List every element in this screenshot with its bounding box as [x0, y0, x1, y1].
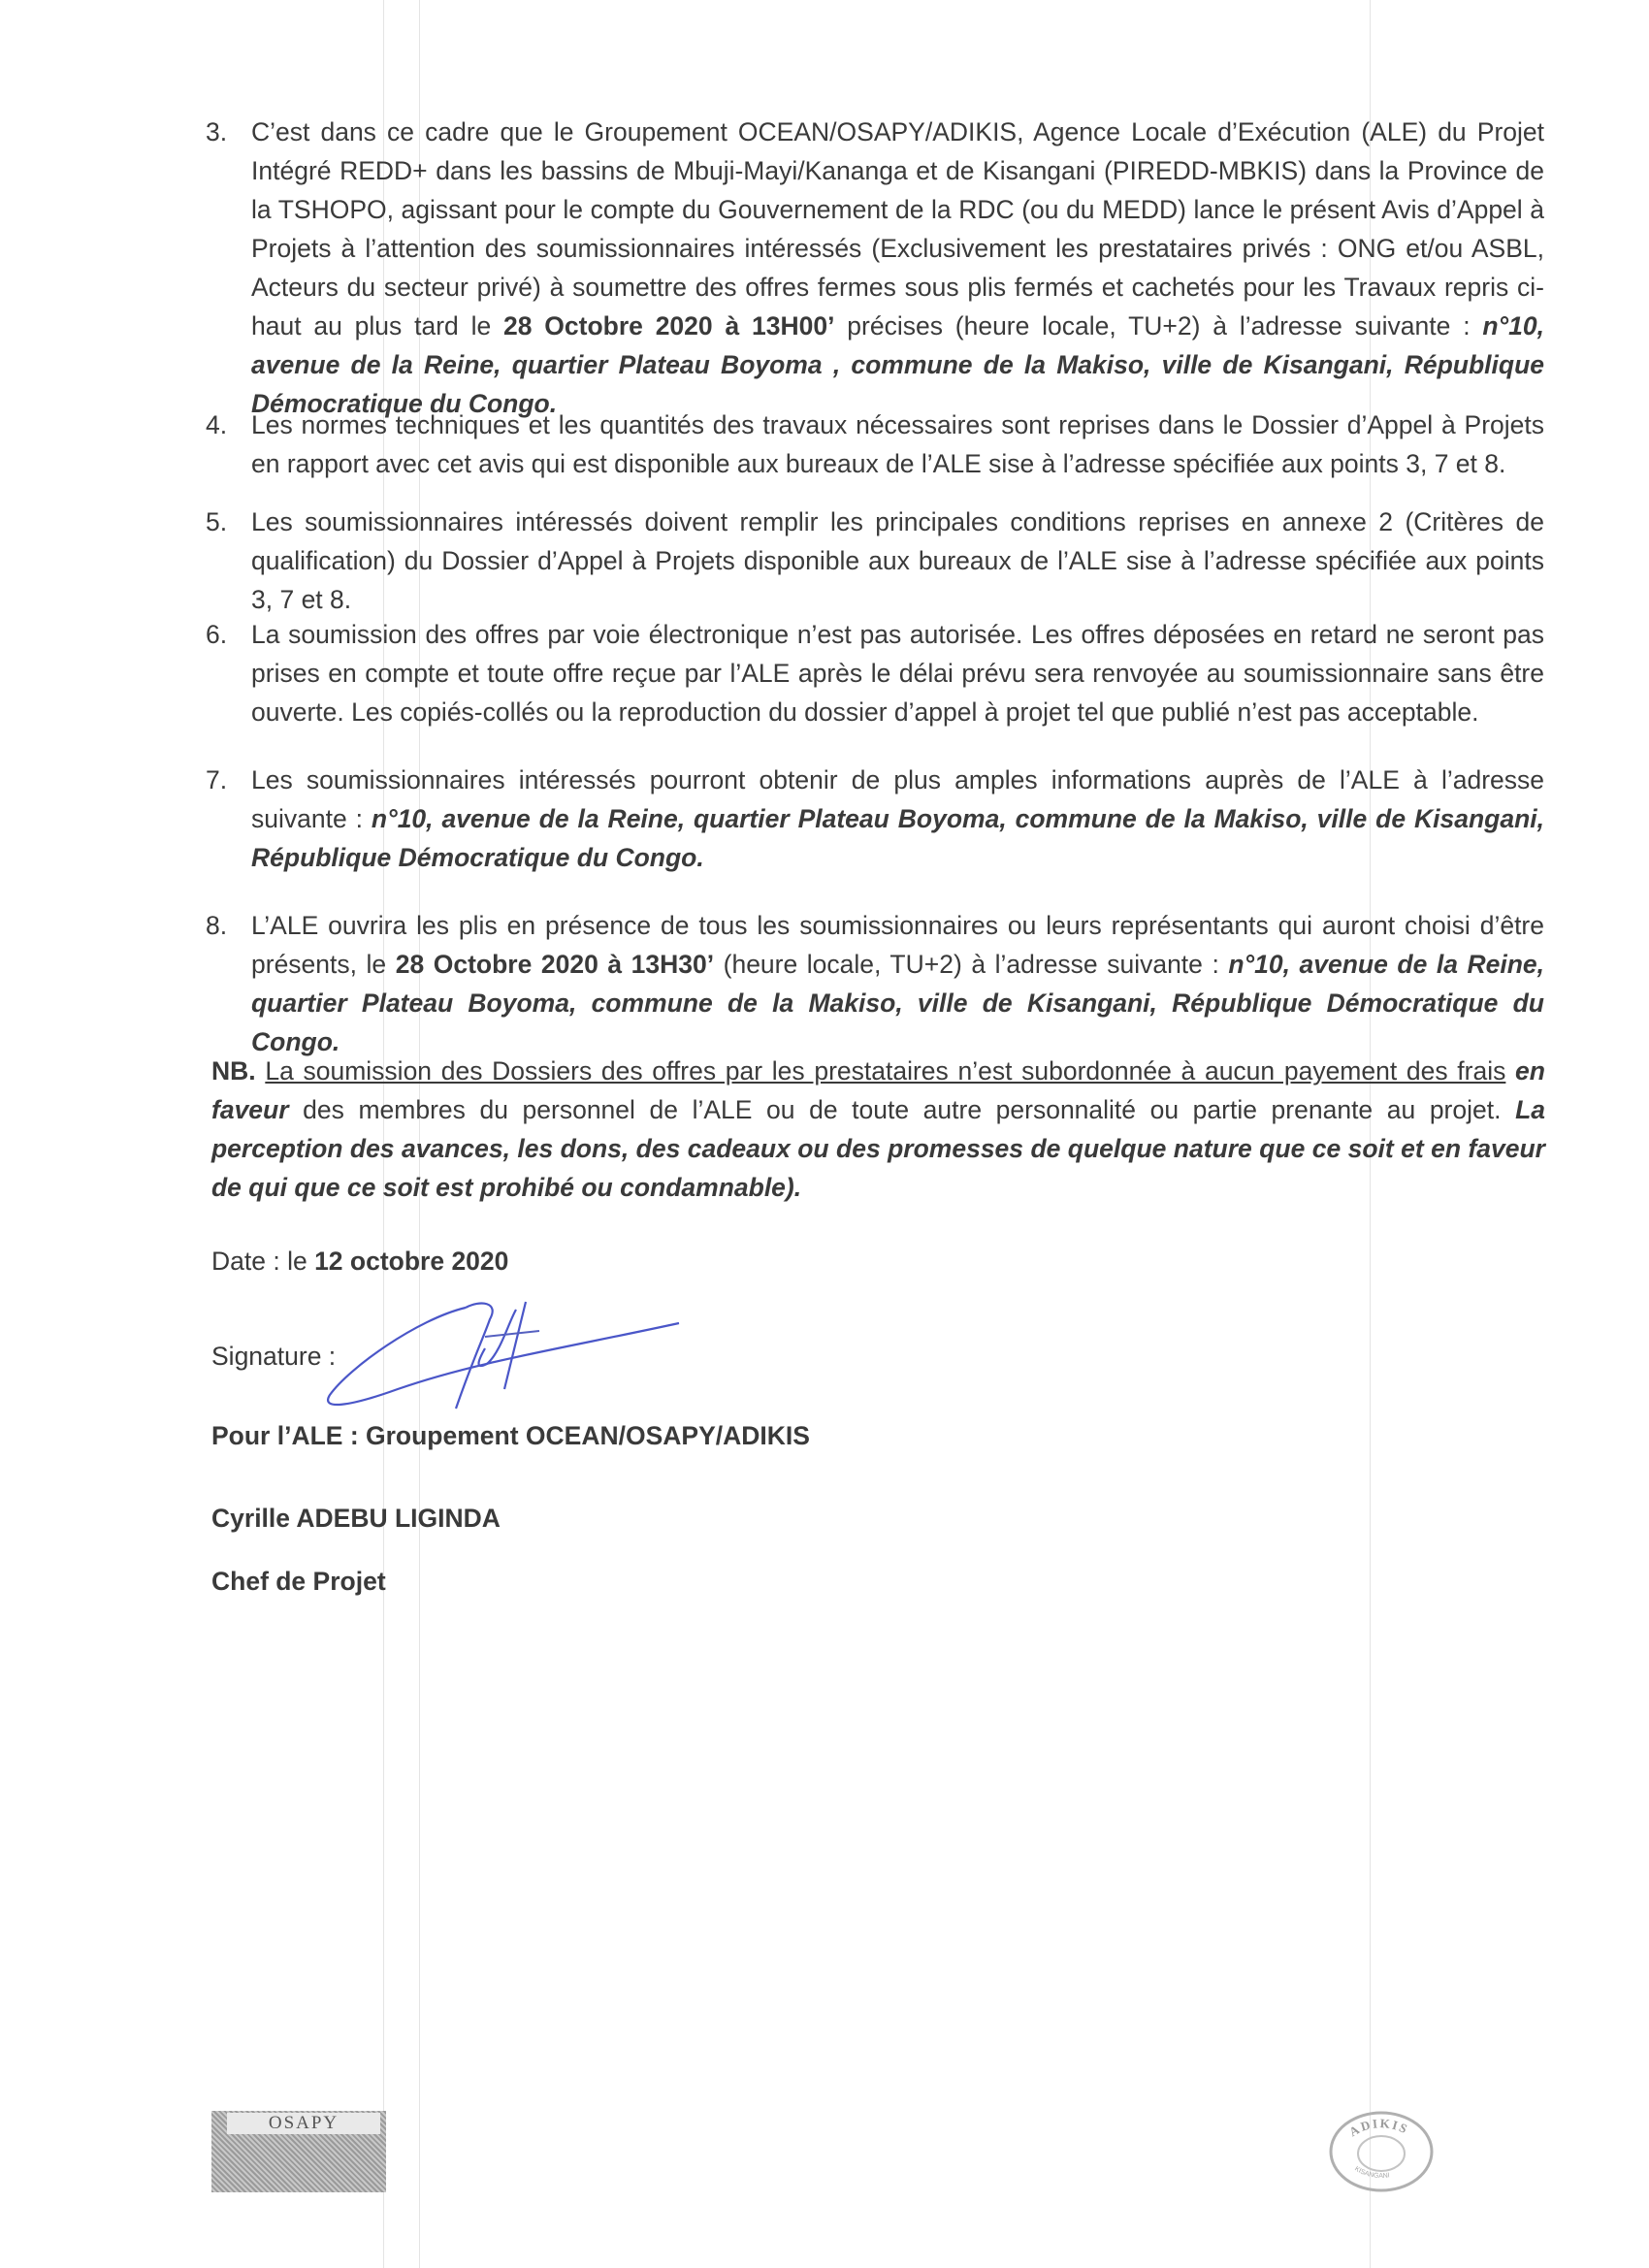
paragraph-4 — [206, 405, 1544, 483]
handwritten-signature — [310, 1280, 698, 1416]
paragraph-text: Les soumissionnaires intéressés doivent remplir les principales conditions reprises en annexe 2 (Critères de qualification) du Dossier d’Appel à Projets disponible aux bureaux de l’ALE sise à l’adresse spécifiée aux points 3, 7 et 8. — [251, 507, 1544, 614]
osapy-logo — [211, 2111, 386, 2192]
paragraph-body — [251, 502, 1544, 619]
nb-italic-text: La perception des avances, les dons, des cadeaux ou des promesses de quelque nature que ce soit et en faveur de qui que ce soit est prohibé ou condamnable). — [211, 1095, 1545, 1202]
paragraph-number: 6. — [206, 620, 228, 649]
paragraph-number: 8. — [206, 911, 228, 940]
nb-underlined-text: La soumission des Dossiers des offres par les prestataires n’est subordonnée à aucun payement des frais — [265, 1056, 1506, 1085]
nb-notice — [211, 1052, 1545, 1207]
date-value: 12 octobre 2020 — [314, 1247, 509, 1276]
nb-label: NB. — [211, 1056, 266, 1085]
paragraph-8 — [206, 906, 1544, 1061]
address-text: n°10, avenue de la Reine, quartier Plateau Boyoma, commune de la Makiso, ville de Kisangani, République Démocratique du Congo. — [251, 950, 1545, 1056]
svg-text:KISANGANI — [1353, 2165, 1390, 2180]
deadline-text: 28 Octobre 2020 à 13H30’ — [395, 950, 715, 979]
paragraph-number: 7. — [206, 765, 228, 794]
paragraph-text: La soumission des offres par voie électronique n’est pas autorisée. Les offres déposées en retard ne seront pas prises en compte et toute offre reçue par l’ALE après le délai prévu sera renvoyée au soumissionnaire sans être ouverte. Les copiés-collés ou la reproduction du dossier d’appel à projet tel que publié n’est pas acceptable. — [251, 620, 1544, 727]
paragraph-body — [251, 113, 1544, 423]
paragraph-body — [251, 906, 1544, 1061]
paragraph-text: (heure locale, TU+2) à l’adresse suivante : — [714, 950, 1229, 979]
paragraph-body — [251, 761, 1544, 877]
date-label: Date : le — [211, 1247, 315, 1276]
address-text: n°10, avenue de la Reine, quartier Plateau Boyoma , commune de la Makiso, ville de Kisangani, République Démocratique du Congo. — [251, 311, 1544, 418]
paragraph-text: précises (heure locale, TU+2) à l’adresse suivante : — [834, 311, 1483, 340]
signature-label: Signature : — [211, 1342, 337, 1371]
paragraph-number: 3. — [206, 117, 228, 146]
stamp-text: ADIKIS — [1346, 2116, 1411, 2140]
paragraph-7 — [206, 761, 1544, 877]
stamp-bottom-text: KISANGANI — [1353, 2165, 1391, 2180]
deadline-text: 28 Octobre 2020 à 13H00’ — [503, 311, 835, 340]
for-ale-line: Pour l’ALE : Groupement OCEAN/OSAPY/ADIKIS — [211, 1421, 810, 1450]
paragraph-text: C’est dans ce cadre que le Groupement OCEAN/OSAPY/ADIKIS, Agence Locale d’Exécution (ALE) du Projet Intégré REDD+ dans les bassins de Mbuji-Mayi/Kananga et de Kisangani (PIREDD-MBKIS) dans la Province de la TSHOPO, agissant pour le compte du Gouvernement de la RDC (ou du MEDD) lance le présent Avis d’Appel à Projets à l’attention des soumissionnaires intéressés (Exclusivement les prestataires privés : ONG et/ou ASBL, Acteurs du secteur privé) à soumettre des offres fermes sous plis fermés et cachetés pour les Travaux repris ci-haut au plus tard le — [251, 117, 1544, 340]
paragraph-text: Les normes techniques et les quantités des travaux nécessaires sont reprises dans le Dossier d’Appel à Projets en rapport avec cet avis qui est disponible aux bureaux de l’ALE sise à l’adresse spécifiée aux points 3, 7 et 8. — [251, 410, 1544, 478]
paragraph-5 — [206, 502, 1544, 619]
paragraph-body — [251, 615, 1544, 731]
paragraph-text: Les soumissionnaires intéressés pourront obtenir de plus amples informations auprès de l’ALE à l’adresse suivante : — [251, 765, 1544, 833]
osapy-logo-text: OSAPY — [227, 2113, 380, 2134]
address-text: n°10, avenue de la Reine, quartier Plateau Boyoma, commune de la Makiso, ville de Kisangani, République Démocratique du Congo. — [251, 804, 1544, 872]
paragraph-number: 5. — [206, 507, 228, 536]
paragraph-6 — [206, 615, 1544, 731]
date-line — [211, 1244, 508, 1279]
nb-italic-text: en faveur — [211, 1056, 1545, 1124]
paragraph-body — [251, 405, 1544, 483]
paragraph-3 — [206, 113, 1544, 423]
signatory-title: Chef de Projet — [211, 1567, 386, 1596]
paragraph-number: 4. — [206, 410, 228, 439]
paragraph-text: L’ALE ouvrira les plis en présence de tous les soumissionnaires ou leurs représentants qui auront choisi d’être présents, le — [251, 911, 1544, 979]
signatory-name: Cyrille ADEBU LIGINDA — [211, 1504, 501, 1533]
adikis-stamp — [1327, 2107, 1436, 2196]
nb-normal-text: des membres du personnel de l’ALE ou de toute autre personnalité ou partie prenante au projet. — [288, 1095, 1502, 1124]
